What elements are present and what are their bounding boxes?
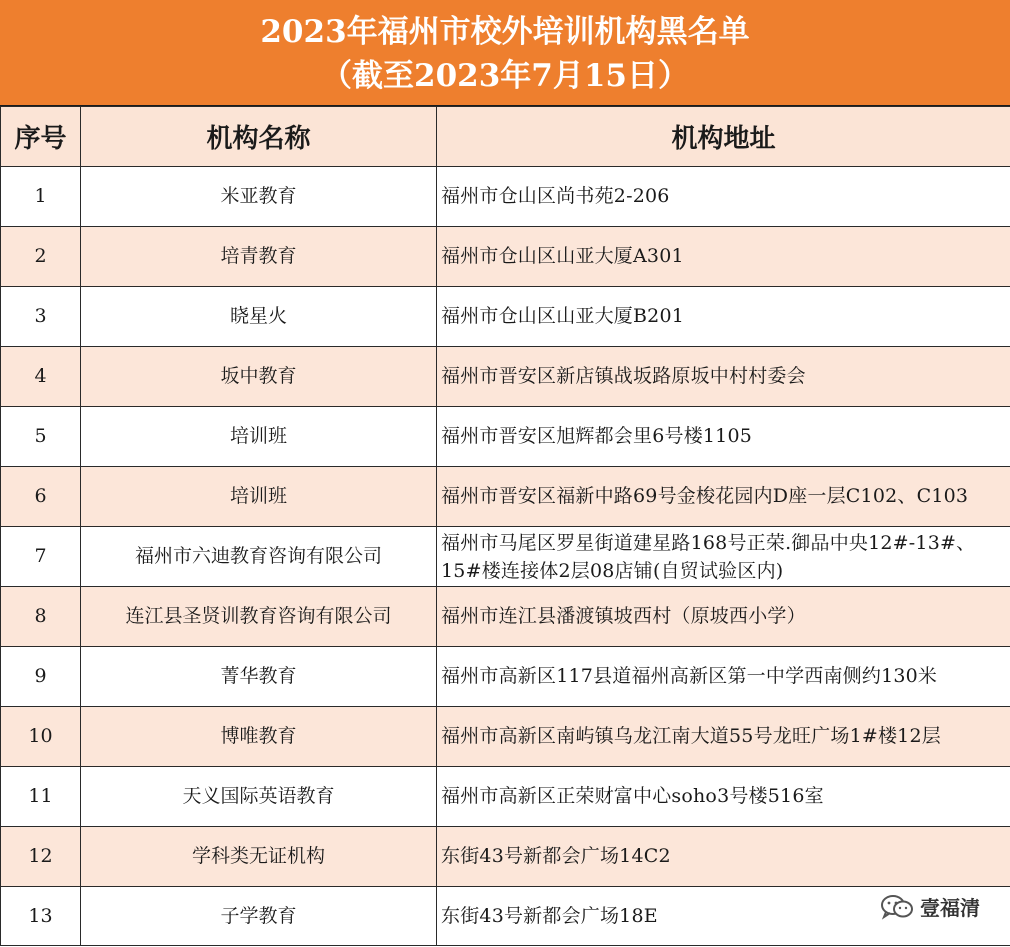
row-institution-name: 子学教育 <box>81 887 437 946</box>
row-institution-address: 福州市连江县潘渡镇坡西村（原坡西小学） <box>437 587 1010 647</box>
table-row <box>1 767 1010 827</box>
wechat-chat-icon <box>880 894 914 920</box>
row-institution-address: 东街43号新都会广场14C2 <box>437 827 1010 887</box>
row-institution-address: 福州市高新区南屿镇乌龙江南大道55号龙旺广场1#楼12层 <box>437 707 1010 767</box>
row-number: 1 <box>1 167 81 227</box>
row-number: 12 <box>1 827 81 887</box>
row-institution-name: 米亚教育 <box>81 167 437 227</box>
row-institution-name: 学科类无证机构 <box>81 827 437 887</box>
row-institution-address: 福州市马尾区罗星街道建星路168号正荣.御品中央12#-13#、15#楼连接体2层08店铺(自贸试验区内) <box>437 527 1010 587</box>
row-institution-name: 菁华教育 <box>81 647 437 707</box>
row-institution-name: 坂中教育 <box>81 347 437 407</box>
row-number: 4 <box>1 347 81 407</box>
table-row <box>1 827 1010 887</box>
row-institution-address: 福州市晋安区新店镇战坂路原坂中村村委会 <box>437 347 1010 407</box>
title-line-2: （截至2023年7月15日） <box>321 58 689 94</box>
table-row <box>1 287 1010 347</box>
header-institution-address: 机构地址 <box>437 107 1010 167</box>
row-number: 2 <box>1 227 81 287</box>
table-row <box>1 167 1010 227</box>
row-institution-address: 福州市高新区117县道福州高新区第一中学西南侧约130米 <box>437 647 1010 707</box>
row-institution-address: 福州市仓山区尚书苑2-206 <box>437 167 1010 227</box>
blacklist-table <box>0 106 1010 946</box>
table-row <box>1 227 1010 287</box>
row-institution-address: 福州市晋安区福新中路69号金梭花园内D座一层C102、C103 <box>437 467 1010 527</box>
table-row <box>1 707 1010 767</box>
table-row <box>1 527 1010 587</box>
row-institution-name: 培青教育 <box>81 227 437 287</box>
table-row <box>1 887 1010 946</box>
row-number: 10 <box>1 707 81 767</box>
row-institution-address: 福州市仓山区山亚大厦B201 <box>437 287 1010 347</box>
row-institution-address: 福州市高新区正荣财富中心soho3号楼516室 <box>437 767 1010 827</box>
table-row <box>1 467 1010 527</box>
row-institution-name: 培训班 <box>81 407 437 467</box>
title-line-1: 2023年福州市校外培训机构黑名单 <box>260 14 750 50</box>
row-institution-address: 福州市仓山区山亚大厦A301 <box>437 227 1010 287</box>
row-institution-name: 天义国际英语教育 <box>81 767 437 827</box>
row-institution-name: 晓星火 <box>81 287 437 347</box>
row-institution-name: 福州市六迪教育咨询有限公司 <box>81 527 437 587</box>
row-number: 6 <box>1 467 81 527</box>
table-row <box>1 347 1010 407</box>
source-watermark <box>880 892 980 921</box>
row-number: 9 <box>1 647 81 707</box>
table-row <box>1 647 1010 707</box>
row-institution-name: 培训班 <box>81 467 437 527</box>
row-number: 11 <box>1 767 81 827</box>
row-number: 8 <box>1 587 81 647</box>
row-institution-name: 博唯教育 <box>81 707 437 767</box>
header-number: 序号 <box>1 107 81 167</box>
header-institution-name: 机构名称 <box>81 107 437 167</box>
watermark-text: 壹福清 <box>920 896 980 920</box>
row-institution-address: 东街43号新都会广场18E <box>437 887 1010 946</box>
row-number: 7 <box>1 527 81 587</box>
header-row <box>1 107 1010 167</box>
row-institution-address: 福州市晋安区旭辉都会里6号楼1105 <box>437 407 1010 467</box>
table-title <box>0 0 1010 106</box>
row-number: 13 <box>1 887 81 946</box>
table-row <box>1 407 1010 467</box>
row-number: 3 <box>1 287 81 347</box>
table-row <box>1 587 1010 647</box>
row-number: 5 <box>1 407 81 467</box>
row-institution-name: 连江县圣贤训教育咨询有限公司 <box>81 587 437 647</box>
